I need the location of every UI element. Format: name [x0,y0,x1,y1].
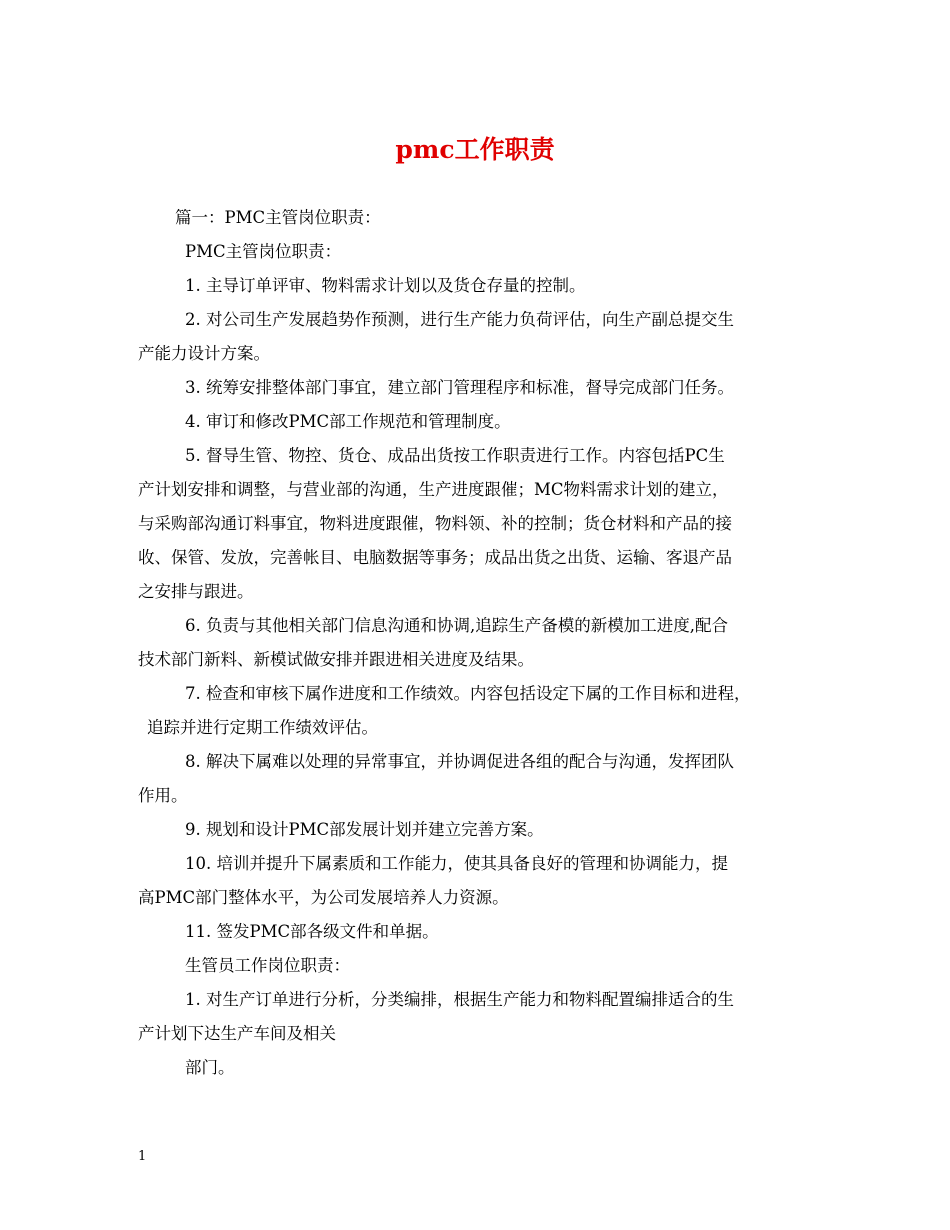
list-item-continuation: 高PMC部门整体水平，为公司发展培养人力资源。 [138,888,509,907]
list-item: 2. 对公司生产发展趋势作预测，进行生产能力负荷评估，向生产副总提交生 [185,310,734,329]
list-item: 9. 规划和设计PMC部发展计划并建立完善方案。 [185,820,544,839]
list-item: 8. 解决下属难以处理的异常事宜，并协调促进各组的配合与沟通，发挥团队 [185,752,734,771]
list-item-continuation: 与采购部沟通订料事宜，物料进度跟催，物料领、补的控制；货仓材料和产品的接 [138,514,732,533]
list-item: 4. 审订和修改PMC部工作规范和管理制度。 [185,412,511,431]
list-item: 1. 主导订单评审、物料需求计划以及货仓存量的控制。 [185,276,586,295]
list-item-continuation: 产能力设计方案。 [138,344,270,363]
section-heading: 篇一：PMC主管岗位职责： [175,208,381,227]
list-item-continuation: 产计划下达生产车间及相关 [138,1024,336,1043]
subsection-heading: PMC主管岗位职责： [185,242,342,261]
list-item: 5. 督导生管、物控、货仓、成品出货按工作职责进行工作。内容包括PC生 [185,446,725,465]
list-item: 3. 统筹安排整体部门事宜，建立部门管理程序和标准，督导完成部门任务。 [185,378,734,397]
list-item-continuation: 产计划安排和调整，与营业部的沟通，生产进度跟催；MC物料需求计划的建立， [138,480,729,499]
list-item-continuation: 技术部门新料、新模试做安排并跟进相关进度及结果。 [138,650,534,669]
list-item-continuation: 作用。 [138,786,188,805]
list-item: 10. 培训并提升下属素质和工作能力，使其具备良好的管理和协调能力，提 [185,854,728,873]
list-item-continuation: 之安排与跟进。 [138,582,254,601]
list-item: 6. 负责与其他相关部门信息沟通和协调,追踪生产备模的新模加工进度,配合 [185,616,728,635]
list-item-continuation: 收、保管、发放，完善帐目、电脑数据等事务；成品出货之出货、运输、客退产品 [138,548,732,567]
list-item-continuation: 部门。 [185,1058,235,1077]
list-item-continuation: 追踪并进行定期工作绩效评估。 [147,718,378,737]
list-item: 7. 检查和审核下属作进度和工作绩效。内容包括设定下属的工作目标和进程， [185,684,751,703]
document-body [138,201,818,1085]
list-item: 1. 对生产订单进行分析，分类编排，根据生产能力和物料配置编排适合的生 [185,990,734,1009]
list-item: 11. 签发PMC部各级文件和单据。 [185,922,439,941]
page-number: 1 [138,1149,147,1164]
document-title: pmc工作职责 [395,135,555,164]
subsection-heading: 生管员工作岗位职责： [185,956,350,975]
